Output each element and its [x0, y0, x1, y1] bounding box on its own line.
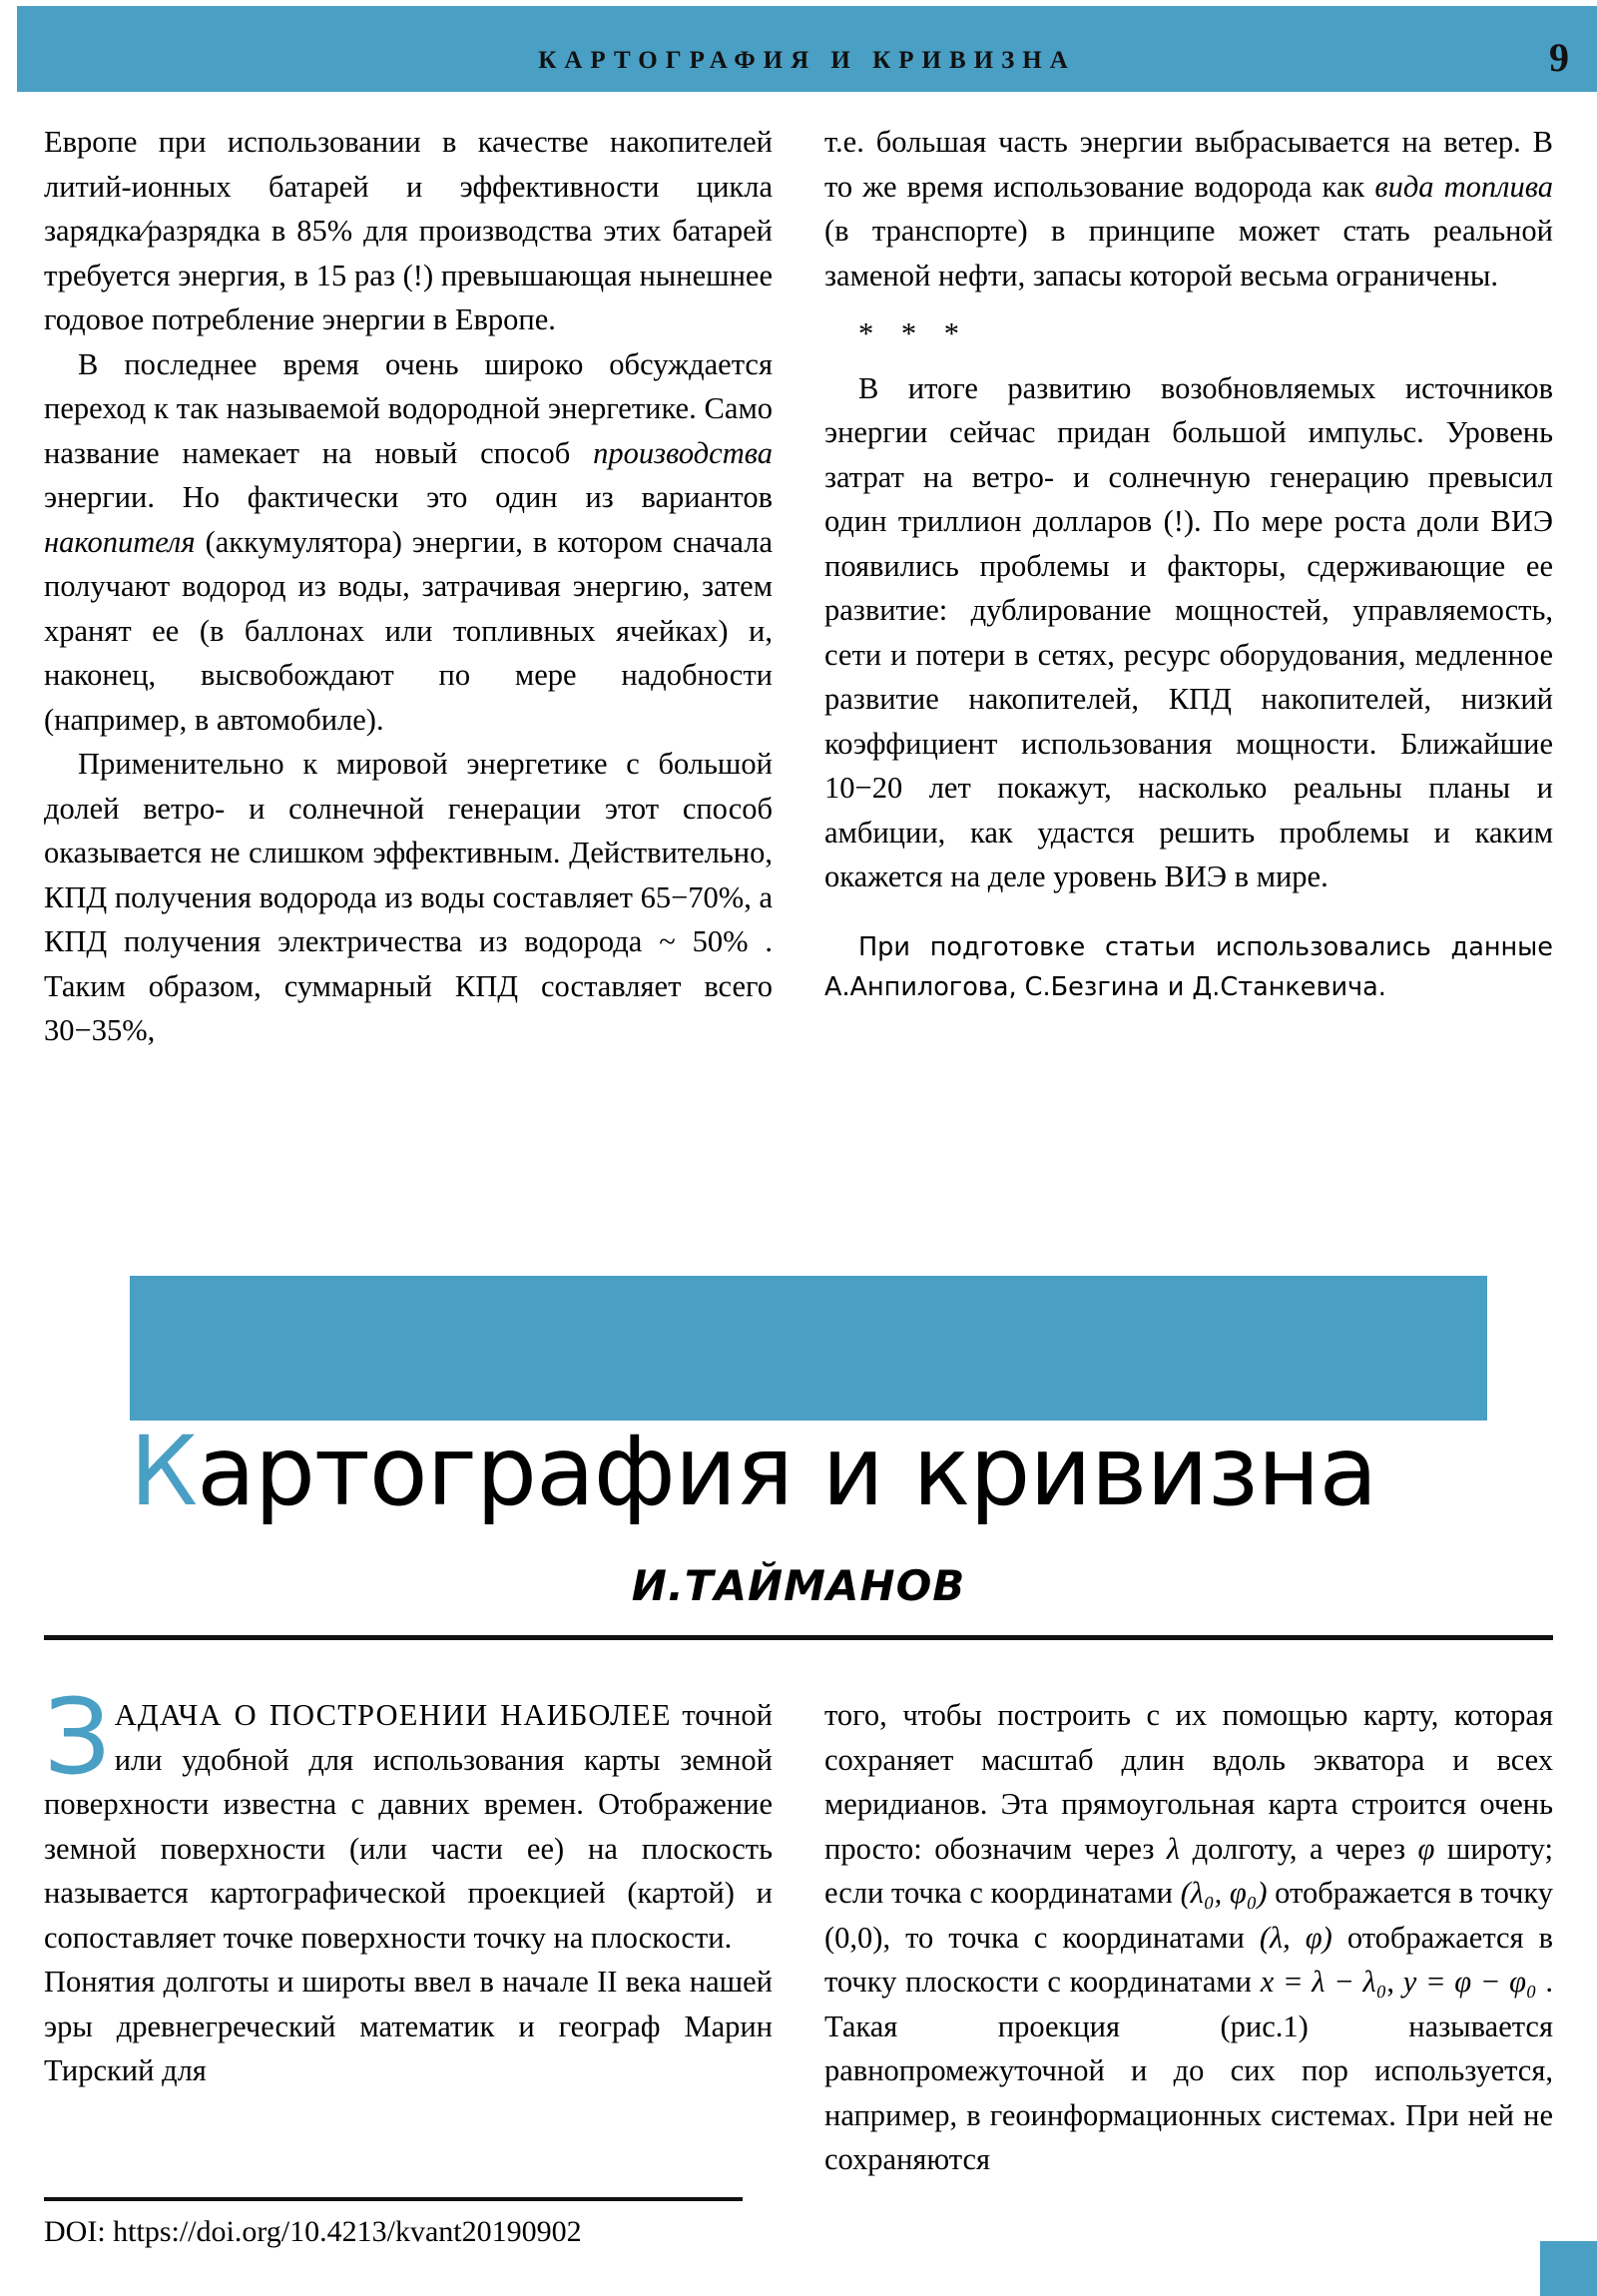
top-article-columns — [44, 120, 1553, 1053]
paragraph-text-tail: (в транспорте) в принципе может стать реальной заменой нефти, запасы которой весьма ограничены. — [824, 214, 1553, 292]
text-mid-1: долготу, а через — [1180, 1831, 1418, 1866]
paragraph: Европе при использовании в качестве накопителей литий-ионных батарей и эффективности цикла зарядка⁄разрядка в 85% для производства этих батарей требуется энергия, в 15 раз (!) превышающая нынешнее годовое потребление энергии в Европе. — [44, 125, 773, 336]
paragraph: Понятия долготы и широты ввел в начале II века нашей эры древнегреческий математик и географ Марин Тирский для — [44, 1965, 773, 2087]
running-head-title: КАРТОГРАФИЯ И КРИВИЗНА — [538, 47, 1076, 74]
section-separator: * * * — [858, 316, 969, 350]
paragraph — [824, 1693, 1553, 2182]
symbol-lambda: λ — [1166, 1831, 1181, 1866]
corner-accent-square — [1540, 2241, 1597, 2296]
doi-link[interactable]: DOI: https://doi.org/10.4213/kvant20190902 — [44, 2215, 582, 2248]
article-author: И.ТАЙМАНОВ — [631, 1561, 966, 1610]
article-title — [130, 1416, 1557, 1527]
paragraph — [44, 342, 773, 743]
coords-lambda-phi: (λ, φ) — [1259, 1920, 1332, 1955]
emphasis-production: производства — [593, 435, 773, 470]
lead-smallcaps: АДАЧА О ПОСТРОЕНИИ НАИБОЛЕЕ — [114, 1698, 672, 1732]
bottom-right-column — [824, 1693, 1553, 2182]
drop-cap-initial: З — [44, 1676, 111, 1798]
paragraph-text: В последнее время очень широко обсуждается переход к так называемой водородной энергетике. Само название намекает на новый способ — [44, 346, 773, 470]
text-mid-2: широту; если точка с координатами — [824, 1831, 1554, 1910]
lead-text: точной или удобной для использования карты земной поверхности известна с давних времен. Отображение земной поверхности (или части ее) на плоскость называется картографической проекцией (картой) и сопоставляет точке поверхности точку на плоскости. — [44, 1698, 773, 1955]
coords-lambda0-phi0: (λ₀, φ₀) — [1180, 1876, 1268, 1910]
paragraph-tail: . Такая проекция (рис.1) называется равнопромежуточной и до сих пор используется, например, в геоинформационных системах. При ней не сохраняются — [824, 1965, 1553, 2176]
lead-paragraph — [44, 1676, 773, 1960]
paragraph-text-tail: (аккумулятора) энергии, в котором сначала получают водород из воды, затрачивая энергию, затем хранят ее (в баллонах или топливных ячейках) и, наконец, высвобождают по мере надобности (например, в автомобиле). — [44, 524, 773, 737]
text-mid-6: , — [1386, 1965, 1403, 1999]
text-mid-3: отображается в точку — [1267, 1876, 1554, 1910]
paragraph-text-cont: энергии. Но фактически это один из вариантов — [44, 480, 773, 514]
formula-x: x = λ − λ₀ — [1260, 1965, 1387, 1999]
coords-origin: (0,0) — [824, 1920, 883, 1955]
text-mid-5: отображается в точку плоскости с координатами — [824, 1920, 1553, 1999]
article-title-initial: К — [130, 1416, 198, 1527]
running-head-banner — [17, 6, 1597, 92]
top-left-column — [44, 120, 773, 1053]
paragraph-text: т.е. большая часть энергии выбрасывается на ветер. В то же время использование водорода как — [824, 125, 1553, 204]
emphasis-nakopitel: накопителя — [44, 524, 196, 559]
article-title-rest: артография и кривизна — [197, 1416, 1377, 1527]
sources-note: При подготовке статьи использовались данные А.Анпилогова, С.Безгина и Д.Станкевича. — [824, 931, 1553, 1002]
formula-y: y = φ − φ₀ — [1402, 1965, 1537, 1999]
paragraph: Применительно к мировой энергетике с большой долей ветро- и солнечной генерации этот способ оказывается не слишком эффективным. Действительно, КПД получения водорода из воды составляет 65−70%, а КПД получения электричества из водорода ~ 50% . Таким образом, суммарный КПД составляет всего 30−35%, — [44, 747, 773, 1047]
paragraph-text: того, чтобы построить с их помощью карту, которая сохраняет масштаб длин вдоль экватора и всех меридианов. Эта прямоугольная карта строится очень просто: обозначим через — [824, 1698, 1553, 1866]
title-divider-rule — [44, 1635, 1553, 1640]
title-accent-bar — [130, 1276, 1487, 1421]
paragraph — [824, 120, 1553, 297]
doi-divider-rule — [44, 2197, 743, 2201]
new-article-columns — [44, 1676, 1554, 2182]
emphasis-fuel-type: вида топлива — [1374, 169, 1554, 204]
top-right-column — [824, 120, 1553, 1053]
bottom-left-column — [44, 1676, 773, 2182]
paragraph: В итоге развитию возобновляемых источников энергии сейчас придан большой импульс. Уровень затрат на ветро- и солнечную генерацию превысил один триллион долларов (!). По мере роста доли ВИЭ появились проблемы и факторы, сдерживающие ее развитие: дублирование мощностей, управляемость, сети и потери в сетях, ресурс оборудования, медленное развитие накопителей, КПД накопителей, низкий коэффициент использования мощности. Ближайшие 10−20 лет покажут, насколько реальны планы и амбиции, как удастся решить проблемы и каким окажется на деле уровень ВИЭ в мире. — [824, 370, 1553, 893]
symbol-phi: φ — [1417, 1831, 1435, 1866]
page-number: 9 — [1549, 35, 1569, 80]
text-mid-4: , то точка с координатами — [882, 1920, 1260, 1955]
